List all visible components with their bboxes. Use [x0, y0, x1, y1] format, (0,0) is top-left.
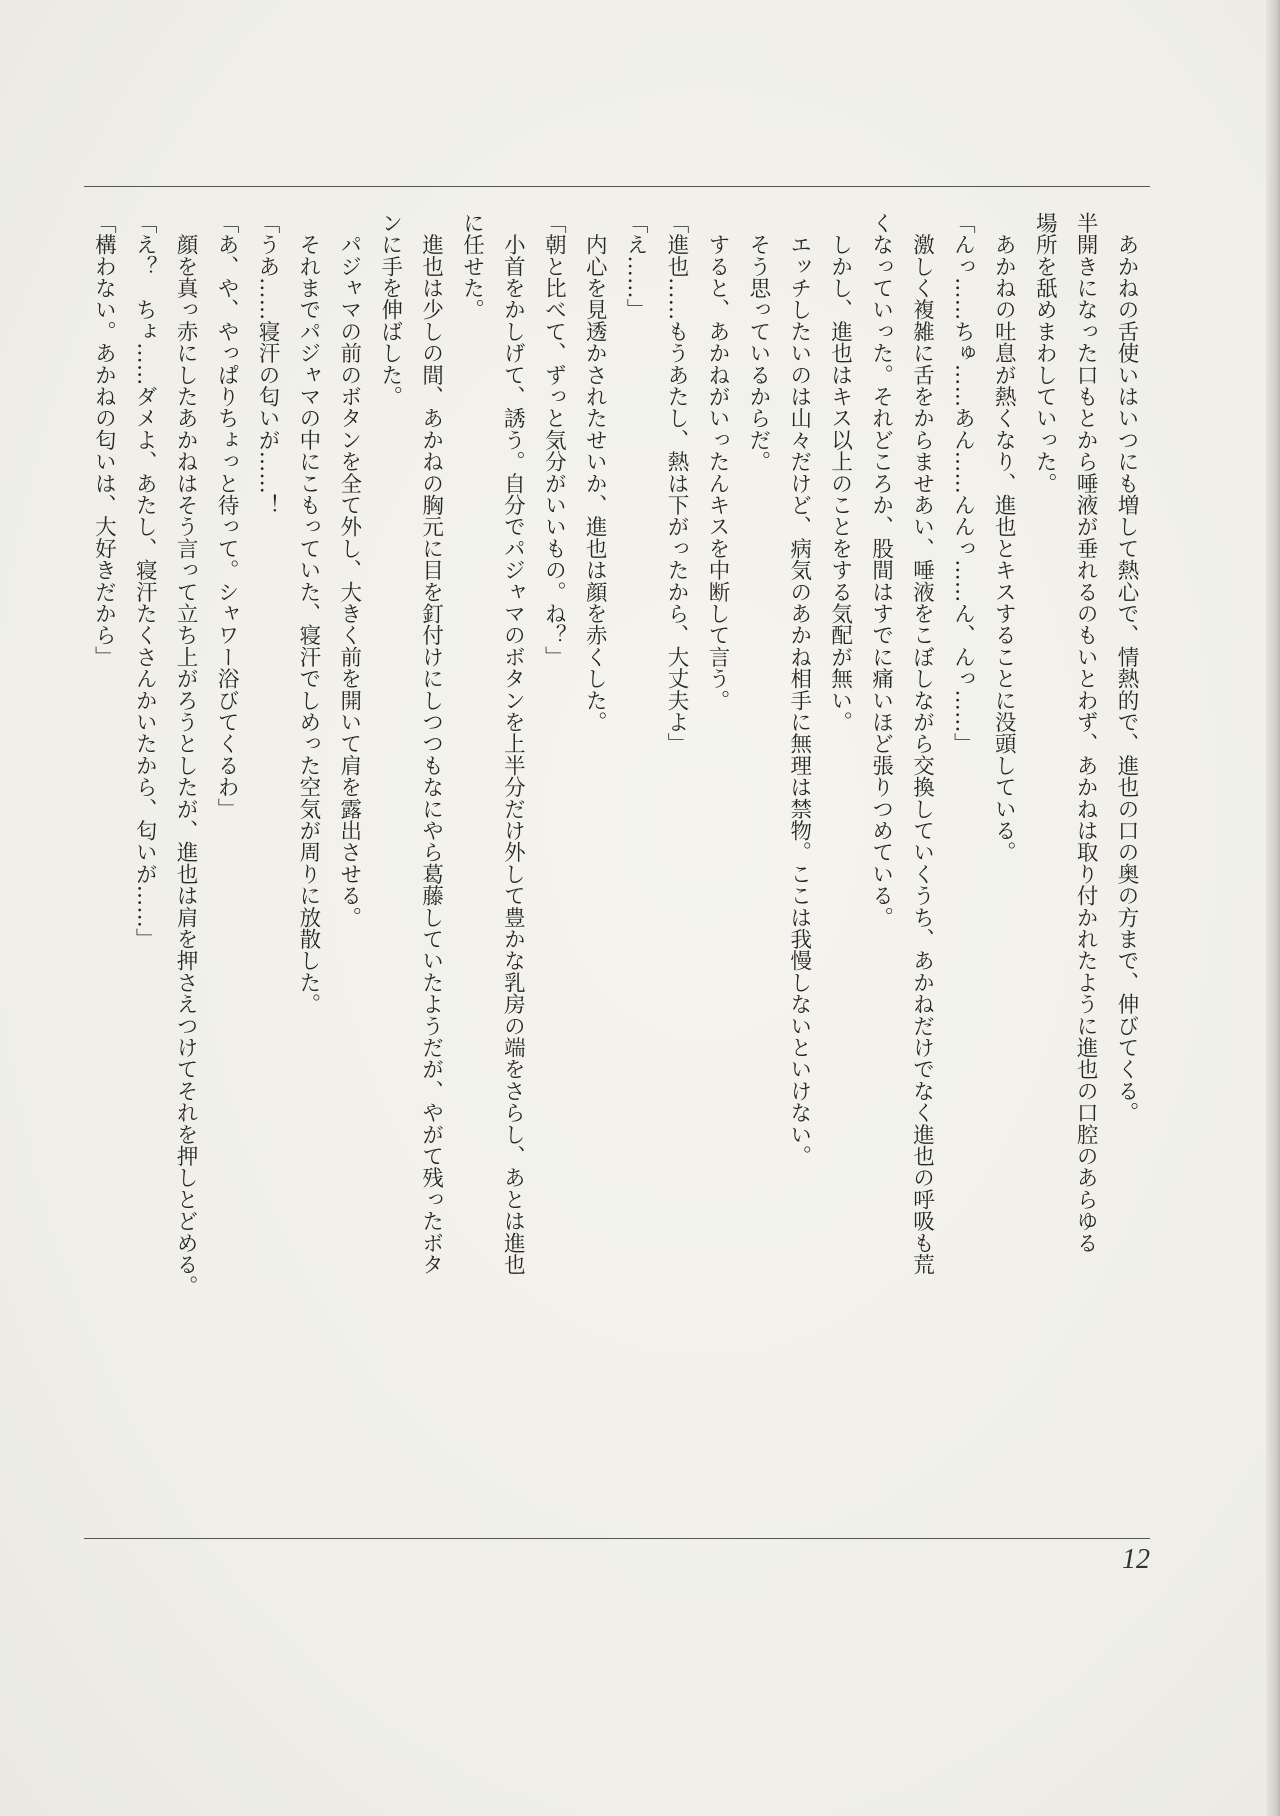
text-line: エッチしたいのは山々だけど、病気のあかね相手に無理は禁物。ここは我慢しないといけない。 [786, 212, 812, 1167]
text-line: 顔を真っ赤にしたあかねはそう言って立ち上がろうとしたが、進也は肩を押さえつけてそれを押しとどめる。 [173, 212, 199, 1297]
text-line: 「え？ ちょ……ダメよ、あたし、寝汗たくさんかいたから、匂いが……」 [132, 212, 158, 950]
text-line: ンに手を伸ばした。 [377, 212, 403, 408]
text-line: 「うあ……寝汗の匂いが……！ [254, 212, 280, 516]
text-line: 「進也……もうあたし、熱は下がったから、大丈夫よ」 [664, 212, 690, 755]
page-binding-edge [1266, 0, 1280, 1816]
text-line: すると、あかねがいったんキスを中断して言う。 [704, 212, 730, 712]
text-line: 激しく複雑に舌をからませあい、唾液をこぼしながら交換していくうち、あかねだけでなく進也の呼吸も荒 [909, 212, 935, 1276]
page-number: 12 [1122, 1544, 1150, 1575]
text-line: 場所を舐めまわしていった。 [1032, 212, 1058, 495]
text-line: に任せた。 [459, 212, 485, 321]
text-line: 内心を見透かされたせいか、進也は顔を赤くした。 [582, 212, 608, 733]
text-line: 「んっ……ちゅ……あん……んんっ……ん、んっ……」 [950, 212, 976, 755]
text-line: あかねの吐息が熱くなり、進也とキスすることに没頭している。 [991, 212, 1017, 863]
text-line: 小首をかしげて、誘う。自分でパジャマのボタンを上半分だけ外して豊かな乳房の端をさらし、あとは進也 [500, 212, 526, 1276]
text-line: 半開きになった口もとから唾液が垂れるのもいとわず、あかねは取り付かれたように進也の口腔のあらゆる [1073, 212, 1099, 1254]
text-line: 「あ、や、やっぱりちょっと待って。シャワー浴びてくるわ」 [214, 212, 240, 820]
text-line: それまでパジャマの中にこもっていた、寝汗でしめった空気が周りに放散した。 [295, 212, 321, 1015]
header-rule [84, 186, 1150, 187]
text-line: あかねの舌使いはいつにも増して熱心で、情熱的で、進也の口の奥の方まで、伸びてくる。 [1114, 212, 1139, 1124]
vertical-body-text [84, 212, 1146, 1512]
text-line: 「朝と比べて、ずっと気分がいいもの。ね？」 [541, 212, 567, 668]
text-line: 「え……」 [623, 212, 649, 321]
text-line: パジャマの前のボタンを全て外し、大きく前を開いて肩を露出させる。 [336, 212, 362, 929]
text-line: そう思っているからだ。 [745, 212, 771, 473]
text-line: くなっていった。それどころか、股間はすでに痛いほど張りつめている。 [868, 212, 894, 929]
text-line: 進也は少しの間、あかねの胸元に目を釘付けにしつつもなにやら葛藤していたようだが、やがて残ったボタ [418, 212, 444, 1276]
text-line: 「構わない。あかねの匂いは、大好きだから」 [91, 212, 117, 668]
text-line: しかし、進也はキス以上のことをする気配が無い。 [827, 212, 853, 733]
footer-rule [84, 1538, 1150, 1539]
